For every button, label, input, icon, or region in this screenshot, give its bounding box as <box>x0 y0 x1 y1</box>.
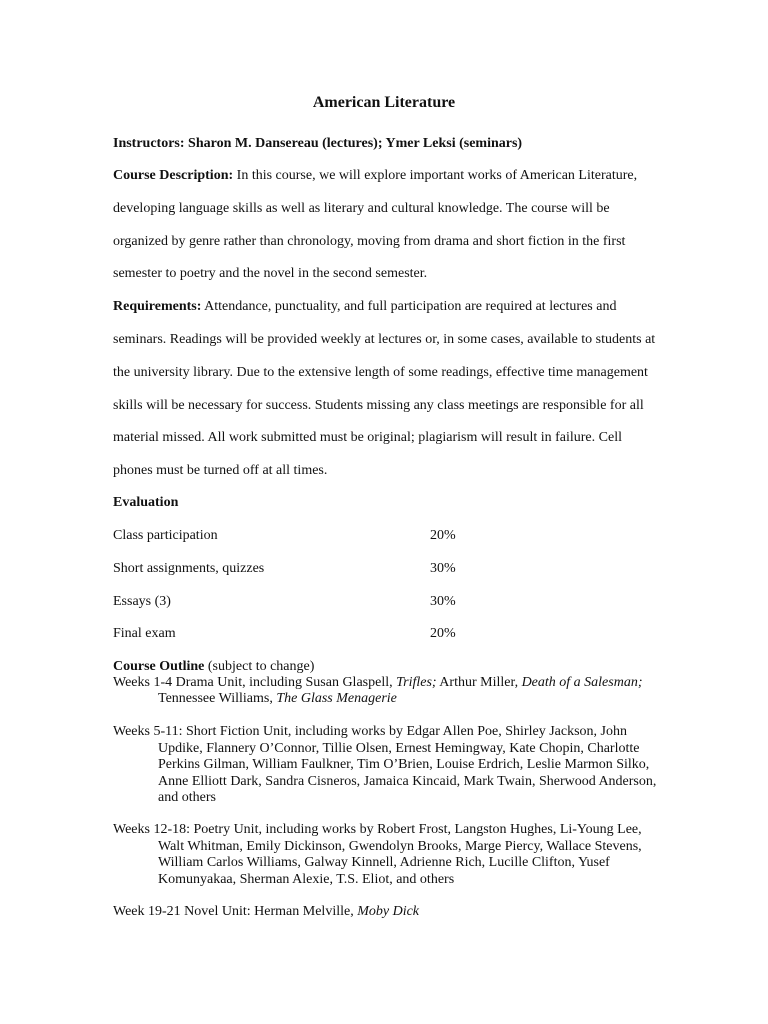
requirements-line-5: material missed. All work submitted must be original; plagiarism will result in failure. Cell <box>113 430 622 445</box>
course-description-text: In this course, we will explore important works of American Literature, <box>233 168 638 183</box>
requirements-line-2: seminars. Readings will be provided weekly at lectures or, in some cases, available to students at <box>113 332 656 347</box>
fiction-unit-line-5: and others <box>158 790 216 805</box>
course-outline-heading: Course Outline <box>113 659 205 674</box>
poetry-unit-line-1: Weeks 12-18: Poetry Unit, including works by Robert Frost, Langston Hughes, Li-Young Lee, <box>113 822 642 837</box>
work-title: Trifles; <box>396 675 437 690</box>
course-description-line-4: semester to poetry and the novel in the second semester. <box>113 266 428 281</box>
novel-unit-text: Week 19-21 Novel Unit: Herman Melville, <box>113 904 358 919</box>
evaluation-item: Essays (3) <box>113 594 171 609</box>
drama-unit-line-1 <box>113 675 643 691</box>
course-description-line-2: developing language skills as well as literary and cultural knowledge. The course will be <box>113 201 610 216</box>
evaluation-item: Class participation <box>113 528 218 543</box>
instructors-line <box>113 136 522 152</box>
requirements-line-6: phones must be turned off at all times. <box>113 463 328 478</box>
requirements-line-1 <box>113 299 616 315</box>
requirements-text: Attendance, punctuality, and full participation are required at lectures and <box>201 299 617 314</box>
drama-unit-text: Arthur Miller, <box>436 675 522 690</box>
novel-unit-line <box>113 904 419 920</box>
evaluation-weight: 20% <box>430 626 456 641</box>
course-description-line-3: organized by genre rather than chronology, moving from drama and short fiction in the first <box>113 234 626 249</box>
fiction-unit-line-2: Updike, Flannery O’Connor, Tillie Olsen, Ernest Hemingway, Kate Chopin, Charlotte <box>158 741 640 756</box>
instructors-label: Instructors: <box>113 136 185 151</box>
evaluation-weight: 30% <box>430 594 456 609</box>
poetry-unit-line-2: Walt Whitman, Emily Dickinson, Gwendolyn Brooks, Marge Piercy, Wallace Stevens, <box>158 839 642 854</box>
requirements-line-3: the university library. Due to the extensive length of some readings, effective time management <box>113 365 648 380</box>
evaluation-heading: Evaluation <box>113 495 179 510</box>
work-title: Death of a Salesman; <box>521 675 643 690</box>
evaluation-weight: 20% <box>430 528 456 543</box>
drama-unit-line-2 <box>158 691 397 707</box>
drama-unit-text: Weeks 1-4 Drama Unit, including Susan Glaspell, <box>113 675 397 690</box>
requirements-label: Requirements: <box>113 299 202 314</box>
fiction-unit-line-4: Anne Elliott Dark, Sandra Cisneros, Jamaica Kincaid, Mark Twain, Sherwood Anderson, <box>158 774 657 789</box>
document-title: American Literature <box>312 94 456 111</box>
evaluation-item: Short assignments, quizzes <box>113 561 265 576</box>
requirements-line-4: skills will be necessary for success. Students missing any class meetings are responsible for all <box>113 398 644 413</box>
evaluation-weight: 30% <box>430 561 456 576</box>
instructors-text: Sharon M. Dansereau (lectures); Ymer Leksi (seminars) <box>188 136 523 151</box>
work-title: The Glass Menagerie <box>276 691 397 706</box>
poetry-unit-line-4: Komunyakaa, Sherman Alexie, T.S. Eliot, and others <box>158 872 455 887</box>
fiction-unit-line-1: Weeks 5-11: Short Fiction Unit, including works by Edgar Allen Poe, Shirley Jackson, John <box>113 724 627 739</box>
drama-unit-text: Tennessee Williams, <box>158 691 277 706</box>
evaluation-item: Final exam <box>113 626 176 641</box>
fiction-unit-line-3: Perkins Gilman, William Faulkner, Tim O’Brien, Louise Erdrich, Leslie Marmon Silko, <box>158 757 650 772</box>
work-title: Moby Dick <box>357 904 420 919</box>
course-outline-note: (subject to change) <box>204 659 315 674</box>
poetry-unit-line-3: William Carlos Williams, Galway Kinnell, Adrienne Rich, Lucille Clifton, Yusef <box>158 855 610 870</box>
course-description-label: Course Description: <box>113 168 234 183</box>
course-description-line-1 <box>113 168 637 184</box>
course-outline-heading-line <box>113 659 314 675</box>
